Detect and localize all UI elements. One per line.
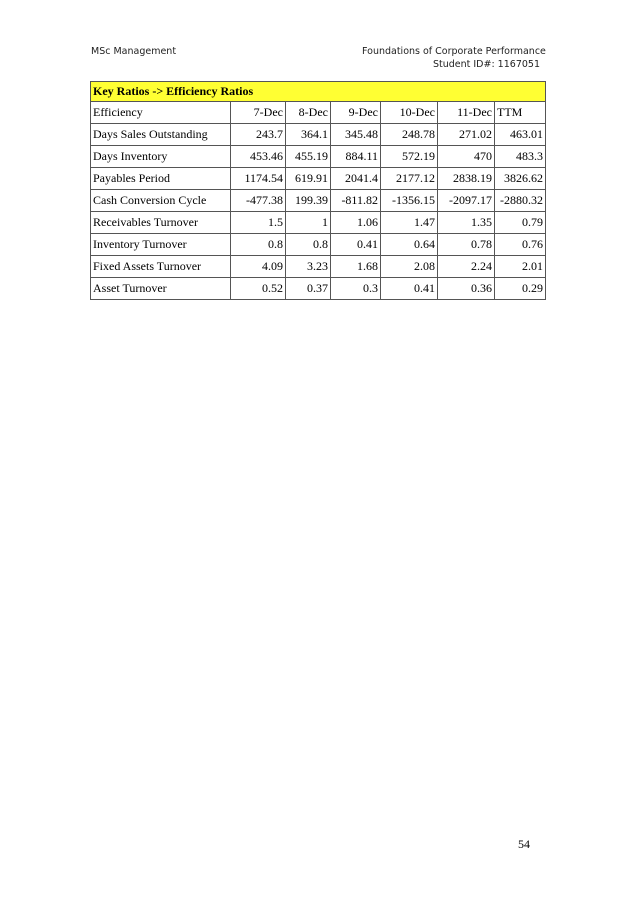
row-label: Inventory Turnover: [91, 234, 231, 256]
header-year: 8-Dec: [286, 102, 331, 124]
header-course: MSc Management: [91, 46, 177, 57]
cell-value: 1174.54: [231, 168, 286, 190]
row-label: Receivables Turnover: [91, 212, 231, 234]
cell-value: -1356.15: [381, 190, 438, 212]
cell-value: 4.09: [231, 256, 286, 278]
cell-value: 2041.4: [331, 168, 381, 190]
cell-value: 364.1: [286, 124, 331, 146]
table-row: [91, 190, 546, 212]
row-label: Days Sales Outstanding: [91, 124, 231, 146]
header-module: [362, 45, 546, 71]
cell-value: 0.41: [331, 234, 381, 256]
cell-value: 2838.19: [438, 168, 495, 190]
cell-value: -2097.17: [438, 190, 495, 212]
cell-value: 345.48: [331, 124, 381, 146]
cell-value: 1.06: [331, 212, 381, 234]
cell-value: -477.38: [231, 190, 286, 212]
table-row: [91, 124, 546, 146]
cell-value: 0.52: [231, 278, 286, 300]
page-number: 54: [518, 837, 530, 851]
cell-value: 0.8: [231, 234, 286, 256]
row-label: Payables Period: [91, 168, 231, 190]
header-year: 11-Dec: [438, 102, 495, 124]
table-row: [91, 146, 546, 168]
cell-value: 0.64: [381, 234, 438, 256]
table-title: Key Ratios -> Efficiency Ratios: [91, 82, 546, 102]
cell-value: 199.39: [286, 190, 331, 212]
cell-value: 572.19: [381, 146, 438, 168]
cell-value: 0.3: [331, 278, 381, 300]
cell-value: 1.47: [381, 212, 438, 234]
cell-value: 470: [438, 146, 495, 168]
cell-value: 455.19: [286, 146, 331, 168]
row-label: Asset Turnover: [91, 278, 231, 300]
row-label: Fixed Assets Turnover: [91, 256, 231, 278]
cell-value: -2880.32: [495, 190, 546, 212]
cell-value: 2.08: [381, 256, 438, 278]
cell-value: 0.36: [438, 278, 495, 300]
cell-value: 248.78: [381, 124, 438, 146]
table-row: [91, 278, 546, 300]
cell-value: 2.24: [438, 256, 495, 278]
header-module-title: Foundations of Corporate Performance: [362, 46, 546, 57]
header-year: 9-Dec: [331, 102, 381, 124]
cell-value: 0.78: [438, 234, 495, 256]
cell-value: 0.8: [286, 234, 331, 256]
cell-value: 453.46: [231, 146, 286, 168]
cell-value: -811.82: [331, 190, 381, 212]
table-row: [91, 168, 546, 190]
efficiency-ratios-table: [90, 81, 546, 300]
cell-value: 0.29: [495, 278, 546, 300]
cell-value: 0.79: [495, 212, 546, 234]
cell-value: 483.3: [495, 146, 546, 168]
cell-value: 3.23: [286, 256, 331, 278]
header-label: Efficiency: [91, 102, 231, 124]
cell-value: 0.76: [495, 234, 546, 256]
cell-value: 1.68: [331, 256, 381, 278]
header-year: 10-Dec: [381, 102, 438, 124]
cell-value: 3826.62: [495, 168, 546, 190]
cell-value: 2177.12: [381, 168, 438, 190]
table-row: [91, 212, 546, 234]
cell-value: 243.7: [231, 124, 286, 146]
header-year: TTM: [495, 102, 546, 124]
cell-value: 271.02: [438, 124, 495, 146]
cell-value: 1: [286, 212, 331, 234]
row-label: Days Inventory: [91, 146, 231, 168]
cell-value: 463.01: [495, 124, 546, 146]
cell-value: 0.41: [381, 278, 438, 300]
table-row: [91, 234, 546, 256]
row-label: Cash Conversion Cycle: [91, 190, 231, 212]
table-header-row: [91, 102, 546, 124]
table-title-row: [91, 82, 546, 102]
cell-value: 884.11: [331, 146, 381, 168]
cell-value: 1.35: [438, 212, 495, 234]
table-row: [91, 256, 546, 278]
cell-value: 0.37: [286, 278, 331, 300]
cell-value: 2.01: [495, 256, 546, 278]
header-year: 7-Dec: [231, 102, 286, 124]
cell-value: 619.91: [286, 168, 331, 190]
header-student-id: Student ID#: 1167051: [432, 59, 540, 70]
cell-value: 1.5: [231, 212, 286, 234]
